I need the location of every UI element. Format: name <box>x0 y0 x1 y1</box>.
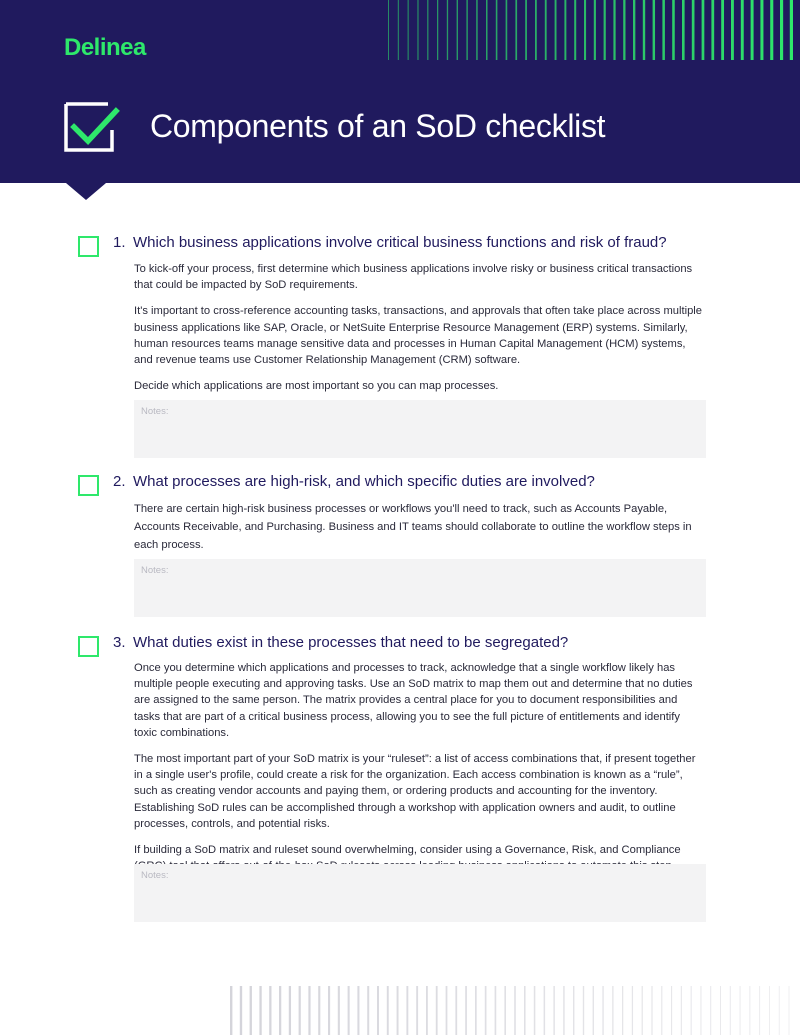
stripe <box>544 986 546 1035</box>
stripe <box>455 986 457 1035</box>
paragraph: Decide which applications are most important so you can map processes. <box>134 380 499 393</box>
stripe <box>731 0 734 60</box>
stripe <box>495 986 497 1035</box>
stripe <box>584 0 586 60</box>
stripe <box>437 0 438 60</box>
stripe <box>720 986 721 1035</box>
stripe <box>397 986 399 1035</box>
stripe <box>573 986 574 1035</box>
stripe <box>711 0 714 60</box>
stripe <box>506 0 508 60</box>
item-heading-text: What processes are high-risk, and which specific duties are involved? <box>133 473 595 490</box>
stripe <box>514 986 516 1035</box>
stripe <box>388 0 389 60</box>
stripe <box>563 986 564 1035</box>
stripe <box>769 986 770 1035</box>
stripe <box>671 986 672 1035</box>
stripe <box>485 986 487 1035</box>
notes-label: Notes: <box>141 565 169 576</box>
stripe <box>749 986 750 1035</box>
stripe <box>593 986 594 1035</box>
stripe <box>398 0 399 60</box>
item-body <box>134 660 704 884</box>
stripe <box>672 0 675 60</box>
stripe <box>564 0 566 60</box>
stripe <box>623 0 625 60</box>
paragraph: If building a SoD matrix and ruleset sound overwhelming, consider using a Governance, Risk, and Compliance <box>134 844 681 857</box>
stripe <box>622 986 623 1035</box>
banner-pointer <box>66 183 106 200</box>
stripe <box>751 0 754 60</box>
stripe <box>651 986 652 1035</box>
item-heading <box>113 634 568 651</box>
decorative-stripes <box>386 0 800 60</box>
item-heading-text: What duties exist in these processes that need to be segregated? <box>133 634 569 651</box>
stripe <box>475 986 477 1035</box>
checkmark-icon <box>64 102 120 154</box>
notes-label: Notes: <box>141 406 169 417</box>
paragraph: There are certain high-risk business processes or workflows you'll need to track, such as Accounts Payable, Accounts Receivable, and Purchasing. Business and IT teams should collaborate to outline the workflow steps in each process. <box>134 503 692 551</box>
stripe <box>790 0 793 60</box>
stripe <box>691 986 692 1035</box>
item-number: 1. <box>113 234 126 251</box>
stripe <box>604 0 606 60</box>
stripe <box>594 0 596 60</box>
stripe <box>613 0 615 60</box>
stripe <box>457 0 458 60</box>
stripe <box>367 986 369 1035</box>
stripe <box>466 0 467 60</box>
stripe <box>643 0 645 60</box>
stripe <box>534 986 536 1035</box>
stripe <box>721 0 724 60</box>
item-heading <box>113 473 595 490</box>
stripe <box>700 986 701 1035</box>
stripe <box>338 986 340 1035</box>
stripe <box>387 986 389 1035</box>
stripe <box>486 0 488 60</box>
decorative-stripes <box>228 986 800 1035</box>
stripe <box>780 0 783 60</box>
stripe <box>779 986 780 1035</box>
stripe <box>545 0 547 60</box>
stripe <box>427 0 428 60</box>
item-number: 2. <box>113 473 126 490</box>
stripe <box>681 986 682 1035</box>
item-heading <box>113 234 667 251</box>
item-body <box>134 500 704 564</box>
paragraph: The most important part of your SoD matrix is your “ruleset”: a list of access combinations that, if present together in a single user's profile, could create a risk for the organization. Each access combination is known as a “rule”, such as creating vendor accounts and paying them, or ordering products and accounting for the inventory. Establishing SoD rules can be accomplished through a workshop with application owners and audit, to outline processes, controls, and potential risks. <box>134 753 696 830</box>
notes-label: Notes: <box>141 870 169 881</box>
stripe <box>553 986 554 1035</box>
item-number: 3. <box>113 634 126 651</box>
stripe <box>377 986 379 1035</box>
stripe <box>692 0 695 60</box>
checkbox[interactable] <box>78 475 99 496</box>
stripe <box>348 986 350 1035</box>
stripe <box>416 986 418 1035</box>
stripe <box>318 986 320 1035</box>
stripe <box>289 986 291 1035</box>
stripe <box>406 986 408 1035</box>
brand-logo: Delinea <box>64 34 146 61</box>
stripe <box>710 986 711 1035</box>
stripe <box>653 0 655 60</box>
stripe <box>279 986 281 1035</box>
stripe <box>741 0 744 60</box>
stripe <box>357 986 359 1035</box>
stripe <box>730 986 731 1035</box>
stripe <box>240 986 242 1035</box>
stripe <box>308 986 310 1035</box>
stripe <box>525 0 527 60</box>
header-banner <box>0 0 800 183</box>
checkbox[interactable] <box>78 236 99 257</box>
paragraph: It's important to cross-reference accounting tasks, transactions, and approvals that often take place across multiple business applications like SAP, Oracle, or NetSuite Enterprise Resource Management (ERP) systems. Similarly, human resources teams manage sensitive data and processes in Human Capital Management (HCM) systems, and revenue teams use Customer Relationship Management (CRM) software. <box>134 305 703 367</box>
paragraph: To kick-off your process, first determine which business applications involve risky or business critical transactions that could be impacted by SoD requirements. <box>134 263 693 292</box>
stripe <box>740 986 741 1035</box>
notes-field[interactable] <box>134 400 706 458</box>
stripe <box>476 0 477 60</box>
stripe <box>504 986 506 1035</box>
stripe <box>465 986 467 1035</box>
stripe <box>515 0 517 60</box>
stripe <box>447 0 448 60</box>
stripe <box>702 0 705 60</box>
stripe <box>574 0 576 60</box>
stripe <box>408 0 409 60</box>
page-title: Components of an SoD checklist <box>150 108 606 144</box>
stripe <box>682 0 685 60</box>
paragraph: Once you determine which applications and processes to track, acknowledge that a single workflow likely has multiple people executing and approving tasks. Use an SoD matrix to map them out and determine that no duties are assigned to the same person. The matrix provides a central place for you to document responsibilities and tasks that are part of a critical business process, allowing you to see the full picture of entitlements and identify toxic combinations. <box>134 662 693 739</box>
stripe <box>632 986 633 1035</box>
stripe <box>612 986 613 1035</box>
stripe <box>446 986 448 1035</box>
stripe <box>250 986 252 1035</box>
item-body <box>134 261 704 404</box>
stripe <box>328 986 330 1035</box>
stripe <box>230 986 232 1035</box>
stripe <box>426 986 428 1035</box>
stripe <box>496 0 498 60</box>
item-heading-text: Which business applications involve critical business functions and risk of fraud? <box>133 234 667 251</box>
stripe <box>299 986 301 1035</box>
stripe <box>535 0 537 60</box>
stripe <box>555 0 557 60</box>
notes-field[interactable] <box>134 864 706 922</box>
stripe <box>760 0 763 60</box>
stripe <box>524 986 526 1035</box>
stripe <box>661 986 662 1035</box>
stripe <box>642 986 643 1035</box>
stripe <box>662 0 665 60</box>
stripe <box>583 986 584 1035</box>
stripe <box>633 0 635 60</box>
notes-field[interactable] <box>134 559 706 617</box>
stripe <box>770 0 773 60</box>
stripe <box>259 986 261 1035</box>
stripe <box>417 0 418 60</box>
stripe <box>602 986 603 1035</box>
stripe <box>436 986 438 1035</box>
stripe <box>269 986 271 1035</box>
stripe <box>759 986 760 1035</box>
checkbox[interactable] <box>78 636 99 657</box>
stripe <box>789 986 790 1035</box>
